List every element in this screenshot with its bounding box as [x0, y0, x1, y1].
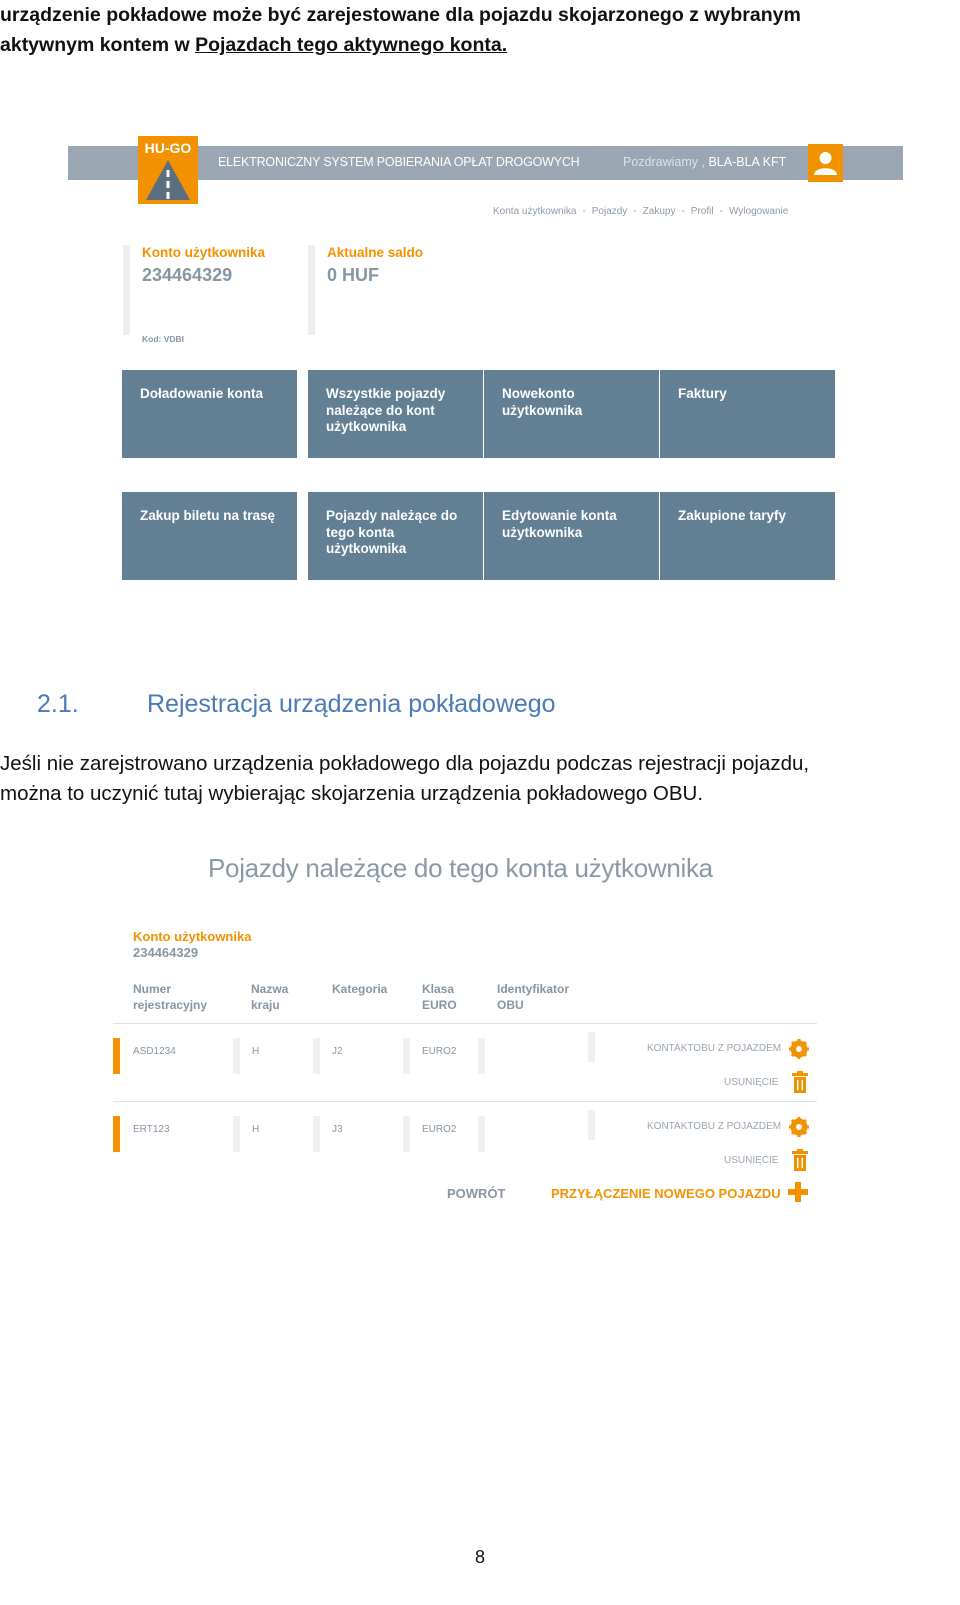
top-navigation: Konta użytkownika - Pojazdy - Zakupy - Profil - Wylogowanie — [493, 206, 789, 217]
tile-purchased-tariffs[interactable]: Zakupione taryfy — [660, 492, 835, 580]
column-header-euro-line1: Klasa — [422, 982, 455, 996]
nav-accounts[interactable]: Konta użytkownika — [493, 206, 577, 217]
nav-logout[interactable]: Wylogowanie — [728, 206, 789, 217]
cell-euro: EURO2 — [422, 1124, 457, 1135]
page-number: 8 — [474, 1547, 485, 1567]
account-number: 234464329 — [142, 265, 233, 285]
vehicles-page-title: Pojazdy należące do tego konta użytkownika — [208, 853, 713, 883]
gear-icon[interactable] — [789, 1117, 809, 1137]
cell-separator — [313, 1038, 320, 1074]
paragraph-line-2: można to uczynić tutaj wybierając skojarzenia urządzenia pokładowego OBU. — [0, 782, 704, 805]
column-header-plate-line1: Numer — [133, 982, 172, 996]
delete-button[interactable]: USUNIĘCIE — [724, 1155, 779, 1166]
cell-separator — [313, 1116, 320, 1152]
balance-card — [308, 245, 487, 335]
balance-label: Aktualne saldo — [327, 245, 424, 260]
row-marker — [113, 1038, 120, 1074]
column-header-country-line1: Nazwa — [251, 982, 289, 996]
tile-top-up[interactable]: Doładowanie konta — [122, 370, 297, 458]
account-card — [123, 245, 302, 335]
cell-euro: EURO2 — [422, 1046, 457, 1057]
column-header-country — [251, 981, 288, 1013]
section-title: Rejestracja urządzenia pokładowego — [147, 690, 556, 718]
nav-vehicles[interactable]: Pojazdy — [591, 206, 628, 217]
vehicles-account-number: 234464329 — [133, 945, 199, 960]
cell-separator — [403, 1038, 410, 1074]
table-divider — [113, 1101, 817, 1102]
column-header-euro — [422, 981, 457, 1013]
logo-text: HU-GO — [144, 140, 192, 156]
cell-separator — [403, 1116, 410, 1152]
hu-go-logo[interactable] — [138, 136, 198, 204]
column-header-obu-line2: OBU — [497, 998, 524, 1012]
cell-country: H — [252, 1046, 260, 1057]
plus-icon[interactable] — [788, 1182, 808, 1202]
trash-icon[interactable] — [792, 1071, 808, 1093]
column-header-category-line1: Kategoria — [332, 982, 388, 996]
column-header-category — [332, 981, 387, 997]
link-obu-button[interactable]: KONTAKTOBU Z POJAZDEM — [647, 1121, 782, 1132]
vehicles-link[interactable]: Pojazdach tego aktywnego konta. — [195, 34, 508, 56]
row-marker — [113, 1116, 120, 1152]
user-icon — [814, 151, 837, 175]
account-label: Konto użytkownika — [142, 245, 266, 260]
intro-line-2-prefix: aktywnym kontem w — [0, 34, 196, 56]
delete-button[interactable]: USUNIĘCIE — [724, 1077, 779, 1088]
cell-plate: ASD1234 — [133, 1046, 176, 1057]
column-header-plate — [133, 981, 207, 1013]
cell-separator — [233, 1038, 240, 1074]
user-profile-button[interactable] — [808, 144, 843, 182]
cell-separator — [233, 1116, 240, 1152]
paragraph-line-1: Jeśli nie zarejstrowano urządzenia pokładowego dla pojazdu podczas rejestracji pojazdu, — [0, 752, 810, 775]
balance-value: 0 HUF — [327, 265, 380, 285]
cell-separator — [478, 1116, 485, 1152]
link-obu-button[interactable]: KONTAKTOBU Z POJAZDEM — [647, 1043, 782, 1054]
trash-icon[interactable] — [792, 1149, 808, 1171]
table-row — [113, 1104, 817, 1174]
table-divider — [113, 1023, 817, 1024]
cell-separator — [588, 1032, 595, 1062]
intro-text — [0, 0, 960, 60]
column-header-obu-line1: Identyfikator — [497, 982, 570, 996]
portal-screenshot — [68, 130, 903, 600]
intro-line-2 — [0, 30, 960, 60]
greeting-text: Pozdrawiamy , — [623, 155, 705, 169]
cell-category: J3 — [332, 1124, 343, 1135]
back-button[interactable]: POWRÓT — [447, 1186, 506, 1201]
section-paragraph — [0, 749, 960, 809]
column-header-country-line2: kraju — [251, 998, 280, 1012]
add-vehicle-button[interactable]: PRZYŁĄCZENIE NOWEGO POJAZDU — [551, 1186, 781, 1201]
column-header-obu — [497, 981, 569, 1013]
cell-separator — [478, 1038, 485, 1074]
cell-country: H — [252, 1124, 260, 1135]
column-header-plate-line2: rejestracyjny — [133, 998, 208, 1012]
vehicles-account-label: Konto użytkownika — [133, 929, 252, 944]
tile-all-vehicles[interactable]: Wszystkie pojazdy należące do kont użytkownika — [308, 370, 483, 458]
tile-buy-route-ticket[interactable]: Zakup biletu na trasę — [122, 492, 297, 580]
nav-purchases[interactable]: Zakupy — [642, 206, 676, 217]
cell-plate: ERT123 — [133, 1124, 170, 1135]
gear-icon[interactable] — [789, 1039, 809, 1059]
tile-edit-account[interactable]: Edytowanie konta użytkownika — [484, 492, 659, 580]
system-name: ELEKTRONICZNY SYSTEM POBIERANIA OPŁAT DROGOWYCH — [218, 155, 580, 169]
intro-line-1: urządzenie pokładowe może być zarejestowane dla pojazdu skojarzonego z wybranym — [0, 4, 801, 26]
cell-category: J2 — [332, 1046, 343, 1057]
column-header-euro-line2: EURO — [422, 998, 457, 1012]
tile-new-account[interactable]: Nowekonto użytkownika — [484, 370, 659, 458]
greeting — [623, 155, 786, 169]
nav-profile[interactable]: Profil — [690, 206, 714, 217]
user-name[interactable]: BLA-BLA KFT — [708, 155, 787, 169]
tile-invoices[interactable]: Faktury — [660, 370, 835, 458]
table-row — [113, 1026, 817, 1096]
account-code: Kod: VDBI — [142, 334, 185, 344]
tile-account-vehicles[interactable]: Pojazdy należące do tego konta użytkownika — [308, 492, 483, 580]
cell-separator — [588, 1110, 595, 1140]
road-icon — [146, 160, 190, 200]
vehicles-account — [133, 929, 251, 961]
section-number: 2.1. — [37, 690, 79, 718]
